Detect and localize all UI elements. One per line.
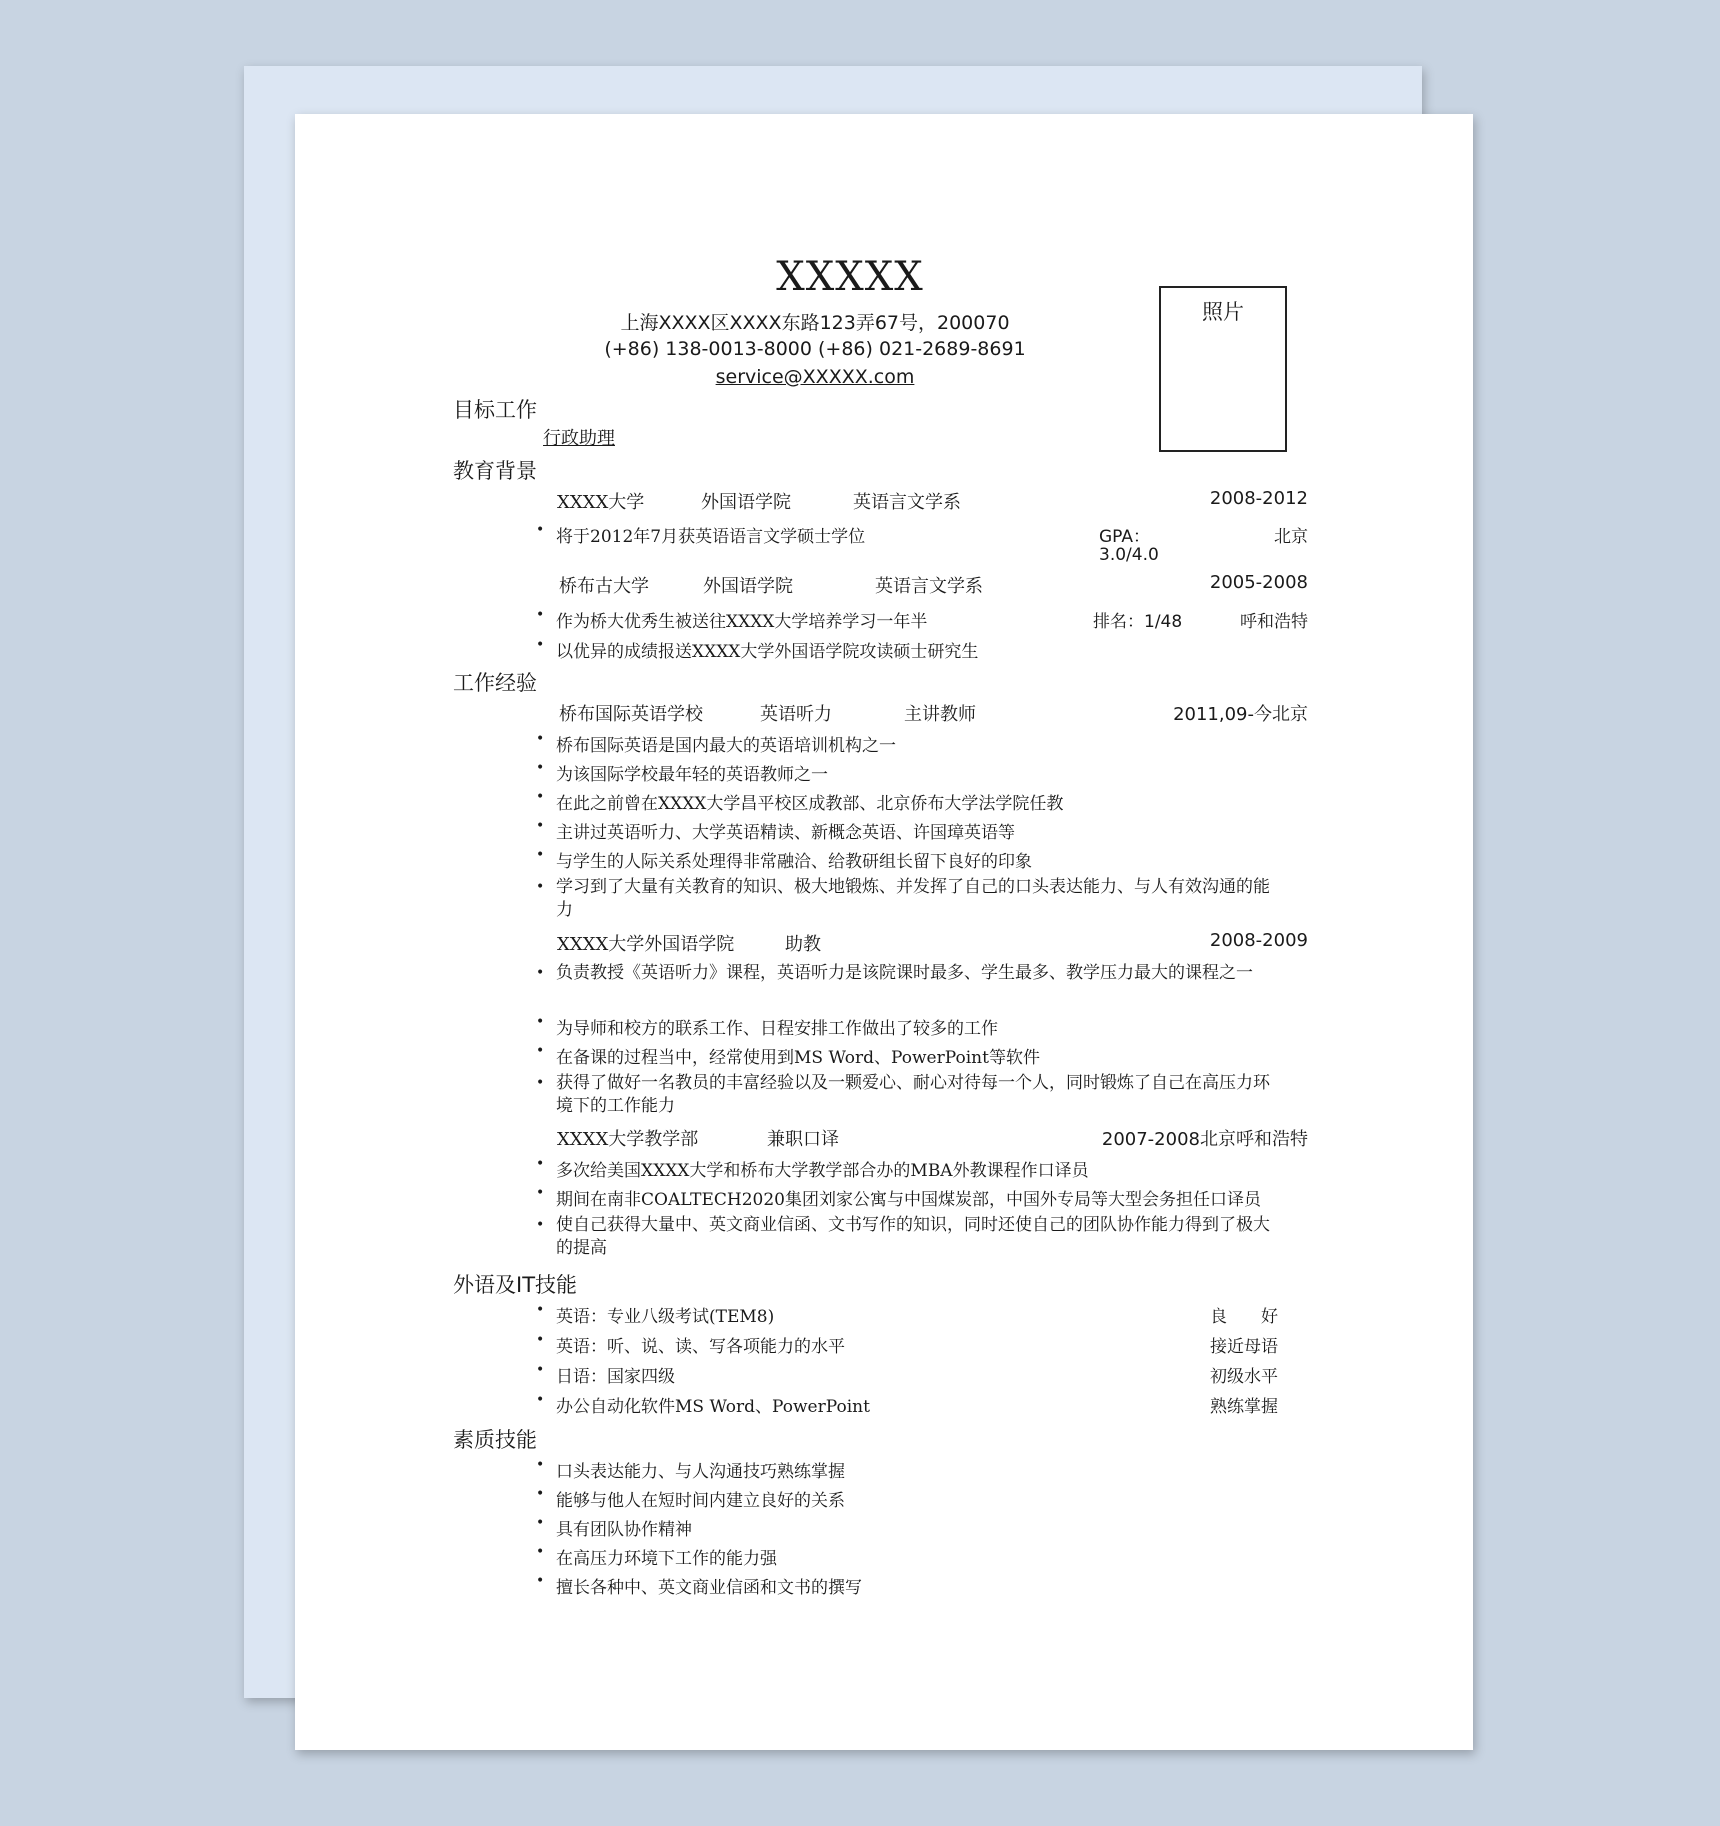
objective-value: 行政助理 [543,428,615,449]
edu-years: 2008-2012 [1209,488,1308,509]
work-bullet: • 多次给美国XXXX大学和桥布大学教学部合办的MBA外教课程作口译员 [556,1156,1089,1181]
skill-level: 良 好 [1210,1307,1278,1327]
quality-item: • 口头表达能力、与人沟通技巧熟练掌握 [556,1457,845,1482]
work-role: 主讲教师 [904,704,976,725]
section-title-qualities: 素质技能 [453,1428,537,1452]
phone-numbers: (+86) 138-0013-8000 (+86) 021-2689-8691 [604,338,1026,360]
work-bullet: • 期间在南非COALTECH2020集团刘家公寓与中国煤炭部，中国外专局等大型会务担任口译员 [556,1185,1261,1210]
edu-school: XXXX大学 [557,492,645,513]
work-bullet: • 为导师和校方的联系工作、日程安排工作做出了较多的工作 [556,1014,998,1039]
edu-bullet: • 以优异的成绩报送XXXX大学外国语学院攻读硕士研究生 [556,637,978,662]
skill-item: • 办公自动化软件MS Word、PowerPoint [556,1392,870,1417]
gpa-value: 3.0/4.0 [1099,545,1159,565]
edu-college: 外国语学院 [701,492,791,513]
work-entry-1-head [559,700,976,726]
rank: 排名：1/48 [1093,612,1183,632]
work-bullet: • 桥布国际英语是国内最大的英语培训机构之一 [556,731,896,756]
edu-entry-2-head [559,572,983,598]
work-bullet: • 负责教授《英语听力》课程，英语听力是该院课时最多、学生最多、教学压力最大的课程之一 [556,962,1282,985]
resume-page [295,114,1473,1750]
edu-years: 2005-2008 [1209,572,1308,593]
quality-item: • 擅长各种中、英文商业信函和文书的撰写 [556,1573,862,1598]
photo-placeholder [1159,286,1287,452]
work-entry-3-head [557,1125,839,1151]
work-date: 2007-2008北京呼和浩特 [1101,1129,1308,1150]
work-subject: 英语听力 [760,704,832,725]
work-org: XXXX大学外国语学院 [557,934,735,955]
work-org: XXXX大学教学部 [557,1129,699,1150]
skill-level: 熟练掌握 [1210,1397,1278,1417]
work-bullet: • 主讲过英语听力、大学英语精读、新概念英语、许国璋英语等 [556,818,1015,843]
skill-item: • 英语：专业八级考试(TEM8) [556,1302,774,1327]
edu-dept: 英语言文学系 [853,492,961,513]
edu-bullet: • 作为桥大优秀生被送往XXXX大学培养学习一年半 [556,607,927,632]
edu-dept: 英语言文学系 [875,576,983,597]
work-org: 桥布国际英语学校 [559,704,703,725]
skill-item: • 日语：国家四级 [556,1362,675,1387]
section-title-work: 工作经验 [453,671,537,695]
email-link[interactable]: service@XXXXX.com [715,366,915,388]
edu-college: 外国语学院 [703,576,793,597]
photo-label: 照片 [1202,300,1244,324]
quality-item: • 在高压力环境下工作的能力强 [556,1544,777,1569]
work-entry-2-head [557,930,821,956]
gpa-label: GPA： [1099,527,1150,547]
edu-school: 桥布古大学 [559,576,649,597]
address: 上海XXXX区XXXX东路123弄67号，200070 [620,312,1010,334]
skill-level: 接近母语 [1210,1337,1278,1357]
work-date: 2008-2009 [1209,930,1308,951]
skill-item: • 英语：听、说、读、写各项能力的水平 [556,1332,845,1357]
work-bullet: • 在此之前曾在XXXX大学昌平校区成教部、北京侨布大学法学院任教 [556,789,1063,814]
section-title-skills: 外语及IT技能 [453,1273,578,1297]
candidate-name: XXXXX [776,254,924,300]
section-title-education: 教育背景 [453,459,537,483]
work-bullet: • 获得了做好一名教员的丰富经验以及一颗爱心、耐心对待每一个人，同时锻炼了自己在高压力环境下的工作能力 [556,1072,1282,1118]
work-role: 兼职口译 [767,1129,839,1150]
work-bullet: • 学习到了大量有关教育的知识、极大地锻炼、并发挥了自己的口头表达能力、与人有效沟通的能力 [556,876,1282,922]
edu-location: 呼和浩特 [1240,612,1308,632]
work-bullet: • 在备课的过程当中，经常使用到MS Word、PowerPoint等软件 [556,1043,1040,1068]
skill-level: 初级水平 [1210,1367,1278,1387]
quality-item: • 能够与他人在短时间内建立良好的关系 [556,1486,845,1511]
quality-item: • 具有团队协作精神 [556,1515,692,1540]
edu-entry-1-head [557,488,961,514]
work-bullet: • 使自己获得大量中、英文商业信函、文书写作的知识，同时还使自己的团队协作能力得到了极大的提高 [556,1214,1282,1260]
work-role: 助教 [785,934,821,955]
edu-bullet: • 将于2012年7月获英语语言文学硕士学位 [556,522,865,547]
section-title-objective: 目标工作 [453,398,537,422]
work-bullet: • 与学生的人际关系处理得非常融洽、给教研组长留下良好的印象 [556,847,1032,872]
work-bullet: • 为该国际学校最年轻的英语教师之一 [556,760,828,785]
edu-location: 北京 [1274,527,1308,547]
work-date: 2011,09-今北京 [1173,704,1308,725]
